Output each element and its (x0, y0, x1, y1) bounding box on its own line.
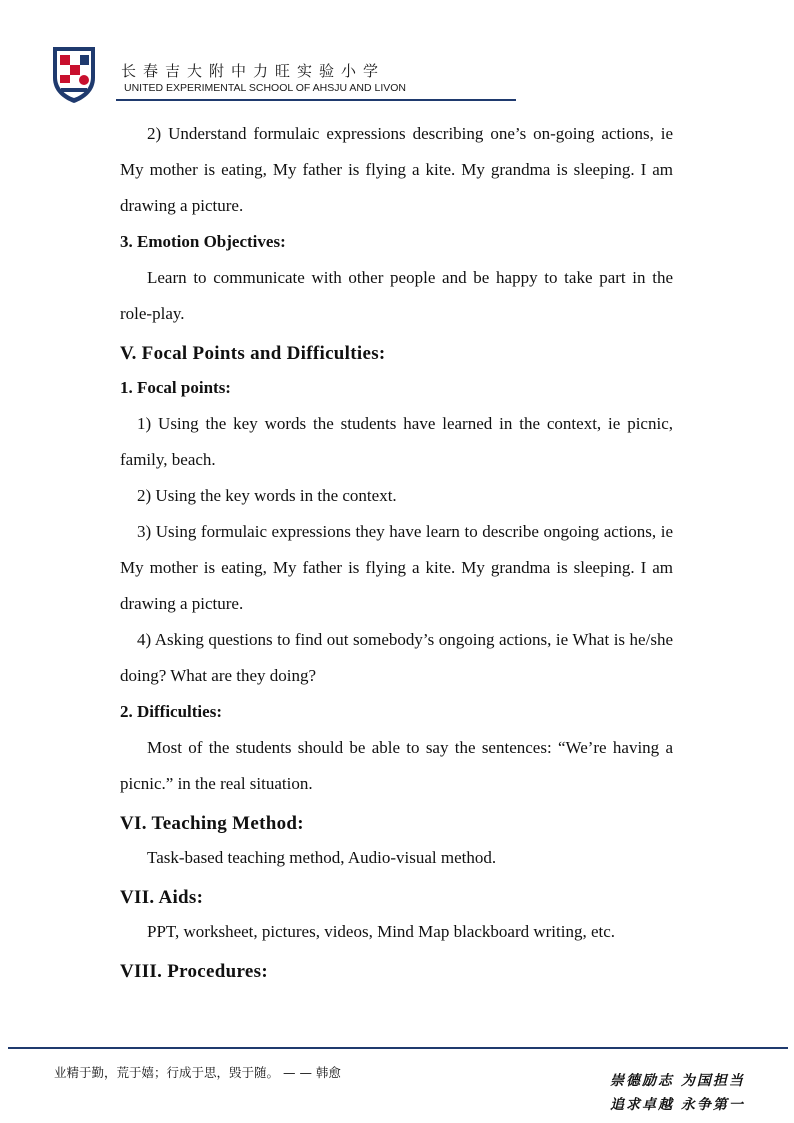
focal-points-heading: 1. Focal points: (120, 378, 231, 397)
aids-heading: VII. Aids: (120, 887, 204, 908)
page-header (0, 0, 794, 110)
school-name-en: UNITED EXPERIMENTAL SCHOOL OF AHSJU AND LIVON (124, 82, 406, 94)
document-body (120, 116, 673, 988)
teaching-method-heading: VI. Teaching Method: (120, 813, 304, 834)
school-name-cn: 长春吉大附中力旺实验小学 (121, 62, 386, 80)
footer-divider (8, 1047, 788, 1049)
aids-text: PPT, worksheet, pictures, videos, Mind Map blackboard writing, etc. (147, 922, 616, 941)
motto-line-2: 追求卓越 永争第一 (610, 1097, 745, 1113)
difficulties-heading: 2. Difficulties: (120, 702, 222, 721)
header-divider (116, 99, 516, 101)
focal-point-4: 4) Asking questions to find out somebody’s ongoing actions, ie What is he/she doing? What are they doing? (120, 630, 673, 685)
focal-point-3: 3) Using formulaic expressions they have learn to describe ongoing actions, ie My mother is eating, My father is flying a kite. My grandma is sleeping. I am drawing a picture. (120, 522, 673, 613)
focal-point-1: 1) Using the key words the students have learned in the context, ie picnic, family, beach. (120, 414, 673, 469)
difficulties-text: Most of the students should be able to say the sentences: “We’re having a picnic.” in the real situation. (120, 738, 673, 793)
school-crest-icon (51, 44, 97, 104)
procedures-heading: VIII. Procedures: (120, 961, 268, 982)
footer-quote: 业精于勤，荒于嬉；行成于思，毁于随。 — — 韩愈 (54, 1065, 341, 1080)
teaching-method-text: Task-based teaching method, Audio-visual method. (147, 848, 497, 867)
motto-line-1: 崇德励志 为国担当 (610, 1073, 745, 1089)
emotion-objectives-text: Learn to communicate with other people and be happy to take part in the role-play. (120, 268, 673, 323)
emotion-objectives-heading: 3. Emotion Objectives: (120, 232, 286, 251)
focal-point-2: 2) Using the key words in the context. (137, 486, 397, 505)
objective-paragraph-2: 2) Understand formulaic expressions describing one’s on-going actions, ie My mother is eating, My father is flying a kite. My grandma is sleeping. I am drawing a picture. (120, 124, 673, 215)
focal-difficulties-heading: V. Focal Points and Difficulties: (120, 343, 386, 364)
school-motto (610, 1069, 745, 1117)
